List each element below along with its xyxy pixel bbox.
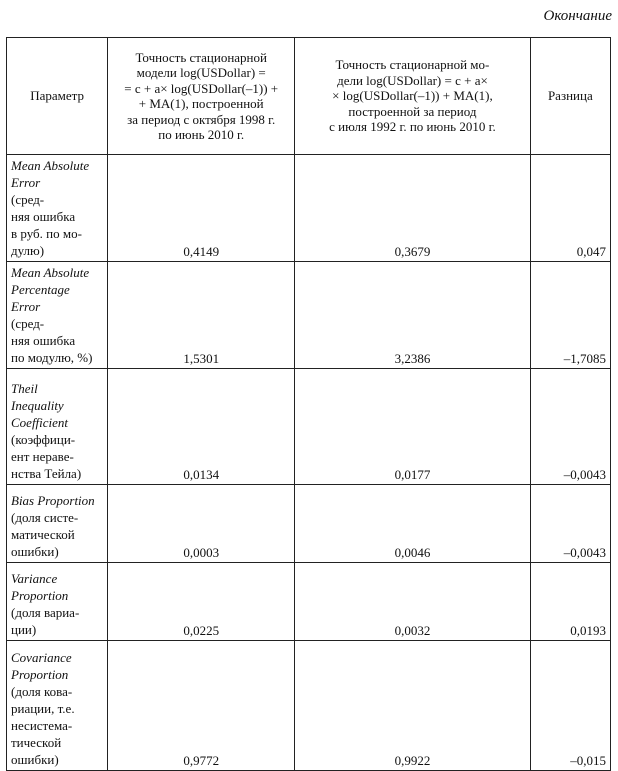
- header-diff: Разница: [530, 38, 610, 155]
- param-cell: [7, 369, 108, 485]
- continuation-label: Окончание: [543, 8, 612, 24]
- value-a: 0,9772: [108, 641, 295, 771]
- param-name-en: Variance Proportion: [11, 571, 69, 603]
- param-cell: [7, 641, 108, 771]
- value-b: 0,9922: [295, 641, 530, 771]
- value-diff: 0,0193: [530, 563, 610, 641]
- param-name-ru: (сред- няя ошибка в руб. по мо- дулю): [11, 192, 82, 258]
- accuracy-table: [6, 37, 611, 771]
- header-col-a: Точность стационарной модели log(USDollar) = = c + a× log(USDollar(–1)) + + MA(1), построенной за период с октября 1998 г. по июнь 2010 г.: [108, 38, 295, 155]
- header-param: Параметр: [7, 38, 108, 155]
- value-a: 0,0003: [108, 485, 295, 563]
- value-a: 0,0225: [108, 563, 295, 641]
- value-a: 1,5301: [108, 262, 295, 369]
- value-a: 0,0134: [108, 369, 295, 485]
- value-diff: –1,7085: [530, 262, 610, 369]
- header-col-b: Точность стационарной мо- дели log(USDollar) = c + a× × log(USDollar(–1)) + MA(1), построенной за период с июля 1992 г. по июнь 2010 г.: [295, 38, 530, 155]
- value-b: 3,2386: [295, 262, 530, 369]
- value-diff: –0,0043: [530, 369, 610, 485]
- param-name-en: Mean Absolute Error: [11, 158, 90, 190]
- param-cell: [7, 155, 108, 262]
- value-diff: 0,047: [530, 155, 610, 262]
- value-b: 0,0032: [295, 563, 530, 641]
- param-cell: [7, 563, 108, 641]
- param-name-ru: (доля кова- риации, т.е. несистема- тической ошибки): [11, 684, 75, 767]
- param-name-en: Mean Absolute Percentage Error: [11, 265, 90, 314]
- table-row: [7, 641, 611, 771]
- param-name-ru: (коэффици- ент нераве- нства Тейла): [11, 432, 82, 481]
- value-diff: –0,015: [530, 641, 610, 771]
- table-body: [7, 155, 611, 771]
- param-name-ru: (доля вариа- ции): [11, 605, 80, 637]
- param-name-en: Covariance Proportion: [11, 650, 72, 682]
- table-row: [7, 369, 611, 485]
- value-diff: –0,0043: [530, 485, 610, 563]
- param-name-ru: (доля систе- матической ошибки): [11, 510, 79, 559]
- param-name-ru: (сред- няя ошибка по модулю, %): [11, 316, 93, 365]
- value-b: 0,3679: [295, 155, 530, 262]
- value-b: 0,0177: [295, 369, 530, 485]
- header-row: [7, 38, 611, 155]
- param-name-en: Bias Proportion: [11, 493, 95, 508]
- param-cell: [7, 262, 108, 369]
- table-row: [7, 262, 611, 369]
- table-row: [7, 485, 611, 563]
- value-a: 0,4149: [108, 155, 295, 262]
- value-b: 0,0046: [295, 485, 530, 563]
- param-cell: [7, 485, 108, 563]
- param-name-en: Theil Inequality Coefficient: [11, 381, 69, 430]
- table-row: [7, 563, 611, 641]
- table-row: [7, 155, 611, 262]
- table-header: [7, 38, 611, 155]
